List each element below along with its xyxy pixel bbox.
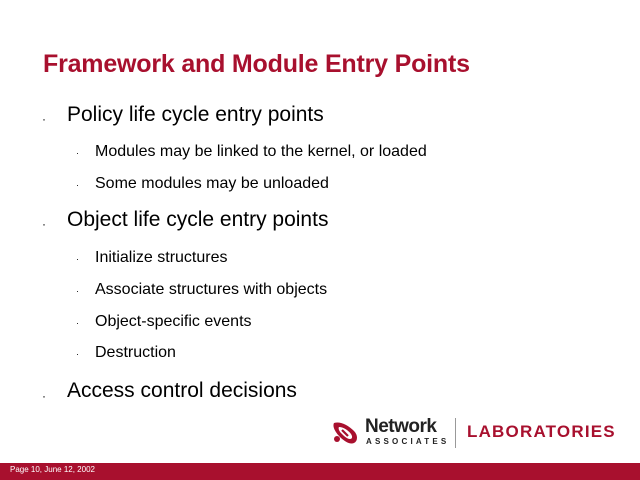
page-footer: Page 10, June 12, 2002 [10, 465, 95, 474]
bullet-item: Object life cycle entry points [67, 208, 329, 231]
logo-division: LABORATORIES [467, 422, 616, 441]
footer-bar [0, 463, 640, 480]
bullet-marker: · [42, 389, 46, 403]
sub-bullet-item: Initialize structures [95, 249, 228, 266]
sub-bullet-marker: · [76, 318, 79, 328]
network-associates-logo-icon [332, 419, 360, 445]
bullet-item: Policy life cycle entry points [67, 103, 324, 126]
company-logo [332, 417, 622, 449]
sub-bullet-item: Destruction [95, 344, 176, 361]
sub-bullet-marker: · [76, 349, 79, 359]
logo-divider [455, 418, 456, 448]
sub-bullet-item: Some modules may be unloaded [95, 175, 329, 192]
bullet-marker: · [42, 217, 46, 231]
sub-bullet-marker: · [76, 180, 79, 190]
sub-bullet-marker: · [76, 286, 79, 296]
logo-subtitle: ASSOCIATES [366, 437, 450, 446]
bullet-marker: · [42, 112, 46, 126]
bullet-item: Access control decisions [67, 379, 297, 402]
sub-bullet-item: Object-specific events [95, 313, 252, 330]
logo-wordmark: Network [365, 416, 437, 437]
slide-title: Framework and Module Entry Points [43, 50, 470, 78]
sub-bullet-item: Modules may be linked to the kernel, or loaded [95, 143, 427, 160]
sub-bullet-marker: · [76, 254, 79, 264]
sub-bullet-item: Associate structures with objects [95, 281, 328, 298]
sub-bullet-marker: · [76, 148, 79, 158]
